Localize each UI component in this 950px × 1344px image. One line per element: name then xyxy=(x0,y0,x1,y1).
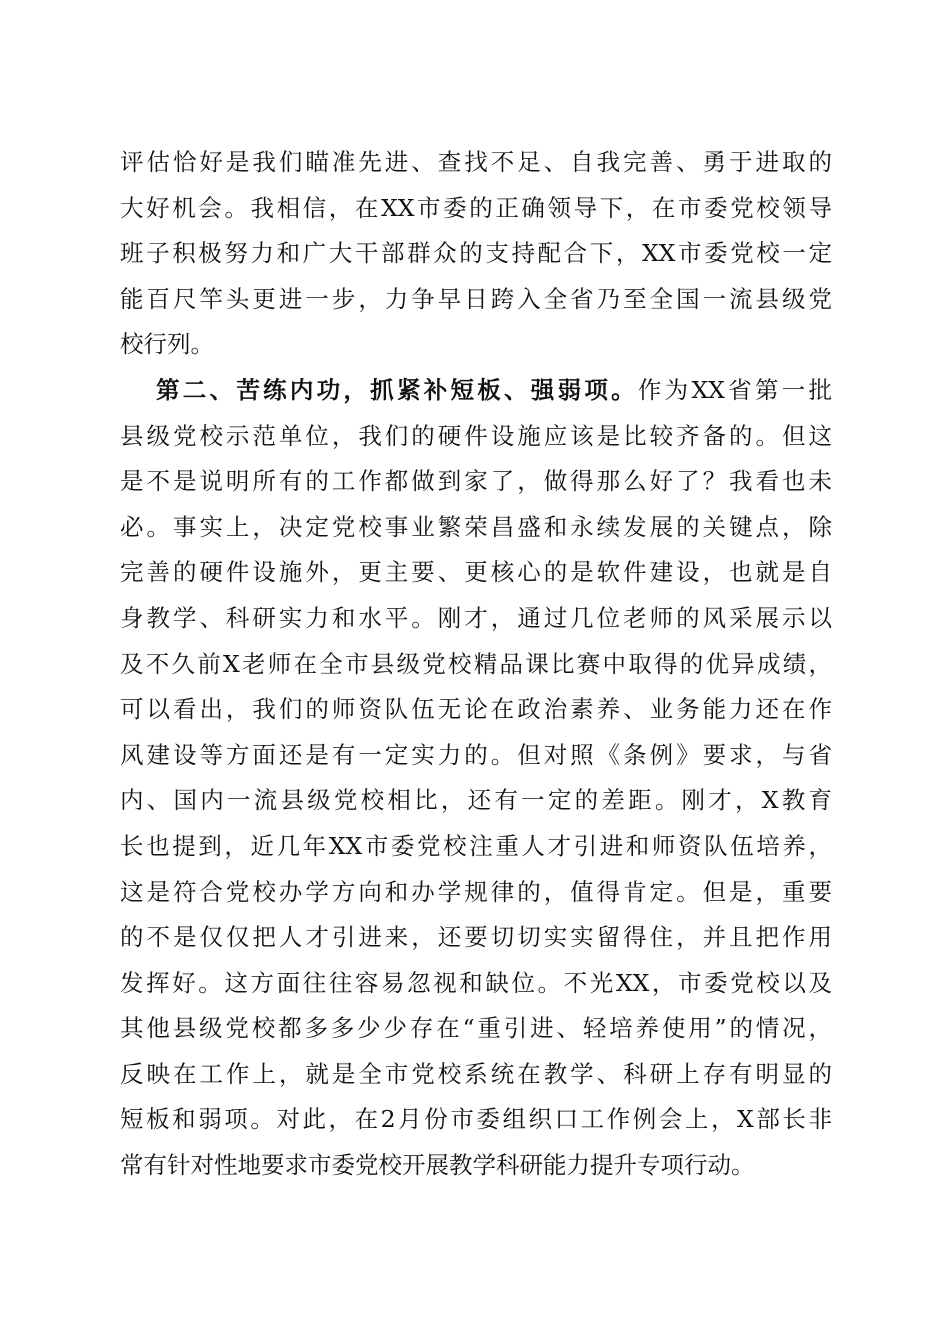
text-line: 其他县级党校都多多少少存在“重引进、轻培养使用”的情况， xyxy=(120,1014,832,1043)
body-text xyxy=(120,140,832,1189)
text-line: 常有针对性地要求市委党校开展教学科研能力提升专项行动。 xyxy=(120,1151,755,1180)
text-line: 县级党校示范单位，我们的硬件设施应该是比较齐备的。但这 xyxy=(120,421,832,450)
text-line: 长也提到，近几年XX市委党校注重人才引进和师资队伍培养， xyxy=(120,831,832,860)
text-line: 风建设等方面还是有一定实力的。但对照《条例》要求，与省 xyxy=(120,740,832,769)
text-line: 这是符合党校办学方向和办学规律的，值得肯定。但是，重要 xyxy=(120,877,832,906)
paragraph-1 xyxy=(120,140,832,368)
text-line: 是不是说明所有的工作都做到家了，做得那么好了？我看也未 xyxy=(120,467,832,496)
text-line: 反映在工作上，就是全市党校系统在教学、科研上存有明显的 xyxy=(120,1059,832,1088)
text-line: 发挥好。这方面往往容易忽视和缺位。不光XX，市委党校以及 xyxy=(120,968,832,997)
text-line: 身教学、科研实力和水平。刚才，通过几位老师的风采展示以 xyxy=(120,603,832,632)
paragraph-2 xyxy=(120,368,832,1189)
text-line: 内、国内一流县级党校相比，还有一定的差距。刚才，X教育 xyxy=(120,786,832,815)
text-line: 校行列。 xyxy=(120,330,214,359)
text-line: 完善的硬件设施外，更主要、更核心的是软件建设，也就是自 xyxy=(120,558,832,587)
section-heading: 第二、苦练内功，抓紧补短板、强弱项。 xyxy=(156,375,638,404)
text-line: 短板和弱项。对此，在2月份市委组织口工作例会上，X部长非 xyxy=(120,1105,832,1134)
text-line: 可以看出，我们的师资队伍无论在政治素养、业务能力还在作 xyxy=(120,695,832,724)
text-line: 大好机会。我相信，在XX市委的正确领导下，在市委党校领导 xyxy=(120,193,832,222)
heading-line-rest: 作为XX省第一批 xyxy=(637,375,832,404)
text-line: 必。事实上，决定党校事业繁荣昌盛和永续发展的关键点，除 xyxy=(120,512,832,541)
text-line: 及不久前X老师在全市县级党校精品课比赛中取得的优异成绩， xyxy=(120,649,832,678)
text-line xyxy=(120,368,832,414)
text-line: 的不是仅仅把人才引进来，还要切切实实留得住，并且把作用 xyxy=(120,923,832,952)
text-line: 能百尺竿头更进一步，力争早日跨入全省乃至全国一流县级党 xyxy=(120,284,832,313)
text-line: 评估恰好是我们瞄准先进、查找不足、自我完善、勇于进取的 xyxy=(120,148,832,176)
text-line: 班子积极努力和广大干部群众的支持配合下，XX市委党校一定 xyxy=(120,239,832,268)
